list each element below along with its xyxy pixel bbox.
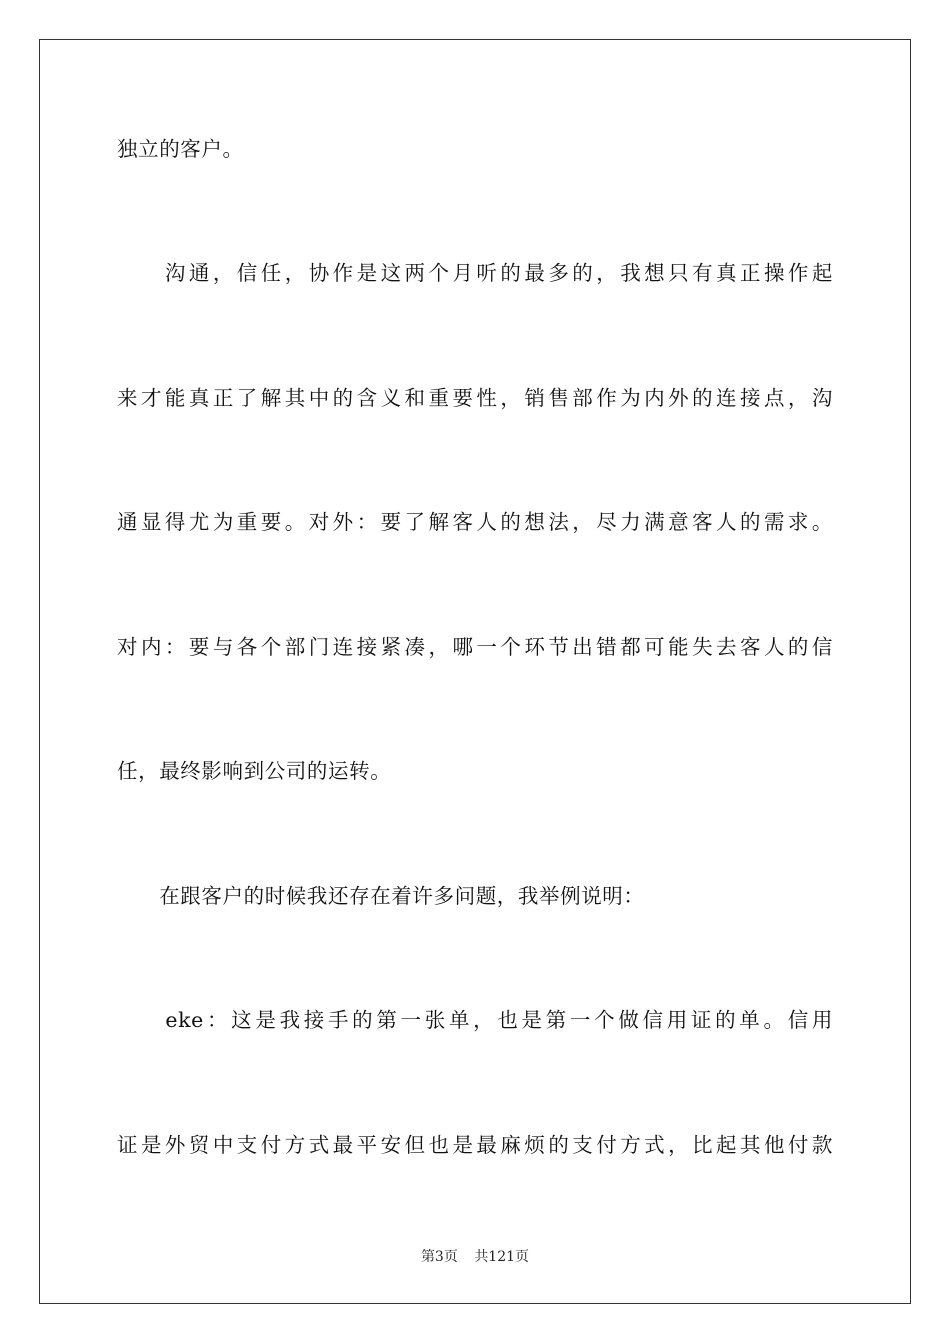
text-line-5: 对内：要与各个部门连接紧凑，哪一个环节出错都可能失去客人的信 [117, 635, 833, 659]
page-frame [39, 39, 911, 1304]
text-line-7: 在跟客户的时候我还存在着许多问题，我举例说明： [117, 884, 645, 908]
text-line-6: 任，最终影响到公司的运转。 [117, 759, 392, 783]
text-line-9: 证是外贸中支付方式最平安但也是最麻烦的支付方式，比起其他付款 [117, 1133, 833, 1157]
page-total: 共121页 [474, 1249, 530, 1265]
text-line-3: 来才能真正了解其中的含义和重要性，销售部作为内外的连接点，沟 [117, 386, 833, 410]
page-number: 第3页 [420, 1249, 458, 1265]
text-line-4: 通显得尤为重要。对外：要了解客人的想法，尽力满意客人的需求。 [117, 510, 833, 534]
text-line-8: eke：这是我接手的第一张单，也是第一个做信用证的单。信用 [117, 1008, 833, 1032]
text-line-2: 沟通，信任，协作是这两个月听的最多的，我想只有真正操作起 [117, 261, 833, 285]
text-line-1: 独立的客户。 [117, 137, 244, 161]
page-footer [0, 1247, 950, 1267]
